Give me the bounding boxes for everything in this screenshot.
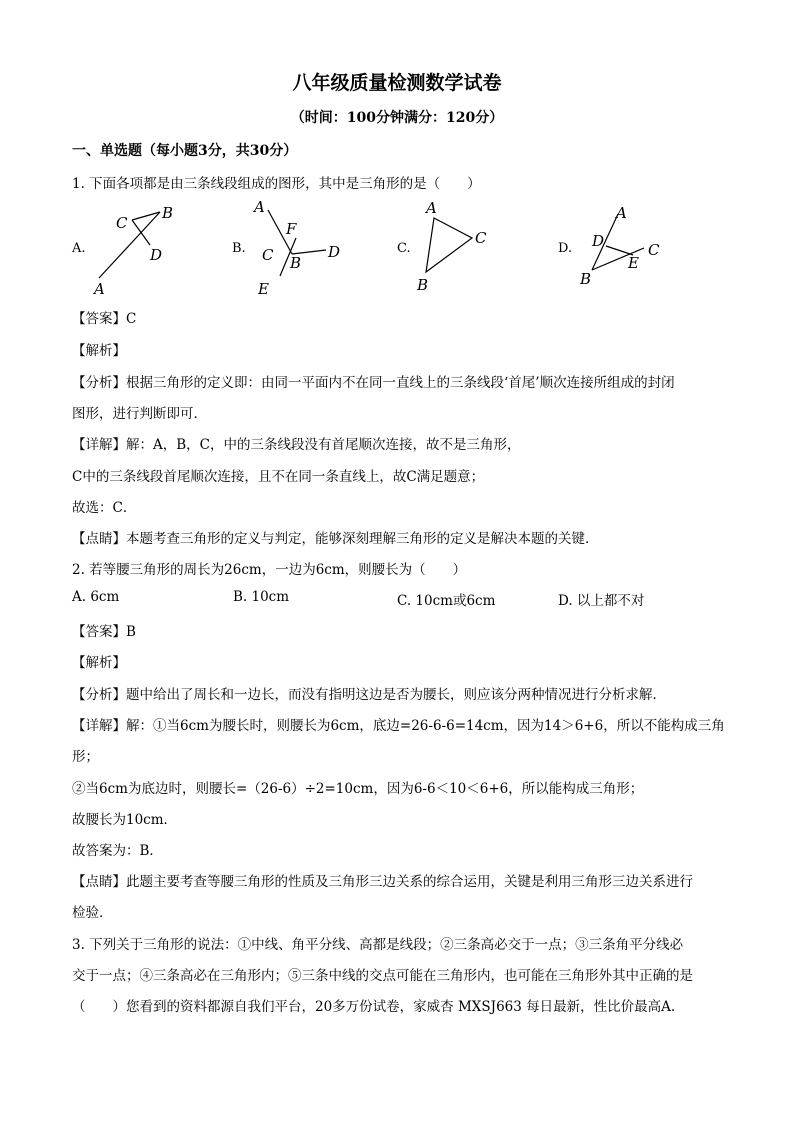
q2-stem: 2. 若等腰三角形的周长为26cm，一边为6cm，则腰长为（ ） [72, 562, 467, 578]
q1-answer: 【答案】C [72, 311, 137, 327]
q1-option-a-label: A. [72, 241, 86, 256]
fig-b-label-a: A [254, 198, 265, 216]
q2-detail-line-5: 故答案为：B． [72, 843, 163, 859]
fig-c-label-a: A [426, 199, 437, 217]
fig-a-label-a: A [94, 280, 105, 298]
q1-detail-line-2: C中的三条线段首尾顺次连接，且不在同一条直线上，故C满足题意； [72, 469, 485, 485]
q2-detail-line-1: 【详解】解：①当6cm为腰长时，则腰长为6cm，底边=26-6-6=14cm，因为14＞6+6，所以不能构成三角 [72, 718, 725, 734]
q2-detail-line-3: ②当6cm为底边时，则腰长=（26-6）÷2=10cm，因为6-6＜10＜6+6，所以能构成三角形； [72, 781, 644, 797]
fig-b-label-f: F [286, 220, 297, 238]
q1-figure-c [416, 198, 526, 298]
q2-option-b: B. 10cm [233, 589, 290, 605]
q2-detail-line-4: 故腰长为10cm． [72, 812, 178, 828]
fig-d-label-a: A [616, 204, 627, 222]
q3-stem-line-3: （ ）您看到的资料都源自我们平台，20多万份试卷，家威杏 MXSJ663 每日最新，性比价最高A. [72, 999, 676, 1015]
fig-c-label-c: C [475, 229, 487, 247]
fig-b-label-c: C [262, 246, 274, 264]
q1-option-c-label: C. [397, 241, 411, 256]
exam-subtitle: （时间：100分钟满分：120分） [290, 110, 504, 126]
q1-stem: 1. 下面各项都是由三条线段组成的图形，其中是三角形的是（ ） [72, 176, 481, 192]
fig-d-label-d: D [592, 232, 605, 250]
q2-detail-line-2: 形； [72, 749, 99, 765]
q2-option-d: D. 以上都不对 [558, 593, 645, 609]
q1-dianjing: 【点睛】本题考查三角形的定义与判定，能够深刻理解三角形的定义是解决本题的关键． [72, 531, 599, 547]
q1-figures [72, 198, 752, 298]
page-title: 八年级质量检测数学试卷 [292, 72, 502, 94]
q2-fenxi: 【分析】题中给出了周长和一边长，而没有指明这边是否为腰长，则应该分两种情况进行分析求解． [72, 687, 666, 703]
q2-option-a: A. 6cm [72, 589, 120, 605]
fig-a-label-b: B [162, 204, 174, 222]
fig-d-label-b: B [580, 270, 592, 288]
q2-dianjing-line-2: 检验． [72, 905, 113, 921]
q1-figure-a [90, 198, 200, 298]
fig-c-label-b: B [417, 276, 429, 294]
q2-analysis-heading: 【解析】 [72, 655, 126, 671]
fig-b-label-e: E [258, 280, 269, 298]
q1-option-b-label: B. [232, 241, 246, 256]
fig-b-label-d: D [328, 243, 341, 261]
q2-dianjing-line-1: 【点睛】此题主要考查等腰三角形的性质及三角形三边关系的综合运用，关键是利用三角形三边关系进行 [72, 874, 693, 890]
fig-a-label-d: D [150, 246, 163, 264]
q1-figure-d [578, 198, 688, 298]
section-heading: 一、单选题（每小题3分，共30分） [72, 143, 298, 159]
q1-detail-line-1: 【详解】解：A，B，C，中的三条线段没有首尾顺次连接，故不是三角形， [72, 437, 521, 453]
q3-stem-line-2: 交于一点；④三条高必在三角形内；⑤三条中线的交点可能在三角形内，也可能在三角形外其中正确的是 [72, 968, 693, 984]
fig-b-label-b: B [290, 254, 302, 272]
q1-figure-b [244, 198, 364, 298]
q2-option-c: C. 10cm或6cm [397, 593, 496, 609]
q1-detail-line-3: 故选：C． [72, 500, 137, 516]
q1-fenxi-line-2: 图形，进行判断即可． [72, 406, 207, 422]
fig-a-label-c: C [116, 214, 128, 232]
q1-analysis-heading: 【解析】 [72, 343, 126, 359]
fig-d-label-e: E [628, 254, 639, 272]
q1-option-d-label: D. [558, 241, 573, 256]
q3-stem-line-1: 3. 下列关于三角形的说法：①中线、角平分线、高都是线段；②三条高必交于一点；③三条角平分线必 [72, 937, 684, 953]
fig-d-label-c: C [648, 241, 660, 259]
q2-answer: 【答案】B [72, 624, 136, 640]
q1-fenxi-line-1: 【分析】根据三角形的定义即：由同一平面内不在同一直线上的三条线段‘首尾’顺次连接所组成的封闭 [72, 375, 675, 391]
